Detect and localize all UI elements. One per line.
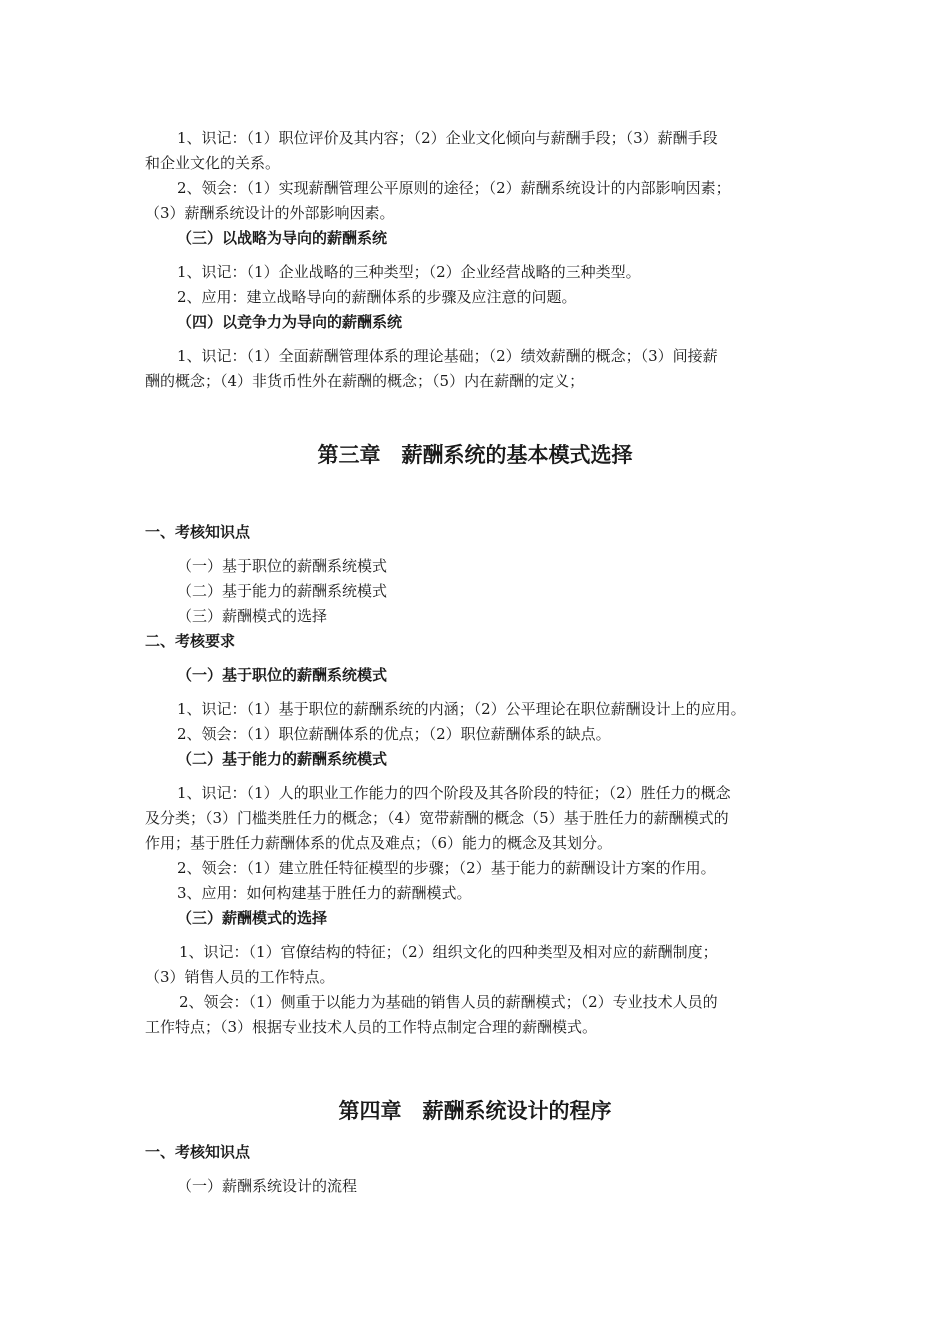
paragraph-line: 1、识记：（1）人的职业工作能力的四个阶段及其各阶段的特征；（2）胜任力的概念 [177,784,731,802]
paragraph-line: 1、识记：（1）基于职位的薪酬系统的内涵；（2）公平理论在职位薪酬设计上的应用。 [177,700,746,718]
knowledge-point: （一）基于职位的薪酬系统模式 [177,557,388,575]
knowledge-point: （一）薪酬系统设计的流程 [177,1177,358,1195]
paragraph-line: 2、领会：（1）建立胜任特征模型的步骤；（2）基于能力的薪酬设计方案的作用。 [177,859,716,877]
chapter-title: 第三章 薪酬系统的基本模式选择 [317,443,633,467]
paragraph-line: 2、领会：（1）侧重于以能力为基础的销售人员的薪酬模式；（2）专业技术人员的 [179,993,718,1011]
subsection-heading: （一）基于职位的薪酬系统模式 [177,666,388,684]
paragraph-line: 2、领会：（1）职位薪酬体系的优点；（2）职位薪酬体系的缺点。 [177,725,611,743]
paragraph-line: 1、识记：（1）官僚结构的特征；（2）组织文化的四种类型及相对应的薪酬制度； [179,943,718,961]
knowledge-point: （二）基于能力的薪酬系统模式 [177,582,388,600]
paragraph-line: 1、识记：（1）企业战略的三种类型；（2）企业经营战略的三种类型。 [177,263,641,281]
paragraph-line: 及分类；（3）门槛类胜任力的概念；（4）宽带薪酬的概念（5）基于胜任力的薪酬模式的 [145,809,729,827]
paragraph-line: 2、领会：（1）实现薪酬管理公平原则的途径；（2）薪酬系统设计的内部影响因素； [177,179,731,197]
subsection-heading: （四）以竞争力为导向的薪酬系统 [177,313,403,331]
section-heading: 一、考核知识点 [145,523,251,541]
paragraph-line: 2、应用：建立战略导向的薪酬体系的步骤及应注意的问题。 [177,288,577,306]
subsection-heading: （三）薪酬模式的选择 [177,909,328,927]
chapter-title: 第四章 薪酬系统设计的程序 [338,1099,612,1123]
paragraph-line: 1、识记：（1）全面薪酬管理体系的理论基础；（2）绩效薪酬的概念；（3）间接薪 [177,347,718,365]
paragraph-line: 和企业文化的关系。 [145,154,281,172]
knowledge-point: （三）薪酬模式的选择 [177,607,328,625]
paragraph-line: （3）销售人员的工作特点。 [145,968,335,986]
subsection-heading: （二）基于能力的薪酬系统模式 [177,750,388,768]
paragraph-line: 工作特点；（3）根据专业技术人员的工作特点制定合理的薪酬模式。 [145,1018,598,1036]
paragraph-line: 作用；基于胜任力薪酬体系的优点及难点；（6）能力的概念及其划分。 [145,834,613,852]
paragraph-line: （3）薪酬系统设计的外部影响因素。 [145,204,395,222]
subsection-heading: （三）以战略为导向的薪酬系统 [177,229,388,247]
paragraph-line: 1、识记：（1）职位评价及其内容；（2）企业文化倾向与薪酬手段；（3）薪酬手段 [177,129,718,147]
paragraph-line: 3、应用：如何构建基于胜任力的薪酬模式。 [177,884,472,902]
section-heading: 一、考核知识点 [145,1143,251,1161]
section-heading: 二、考核要求 [145,632,236,650]
paragraph-line: 酬的概念；（4）非货币性外在薪酬的概念；（5）内在薪酬的定义； [145,372,585,390]
